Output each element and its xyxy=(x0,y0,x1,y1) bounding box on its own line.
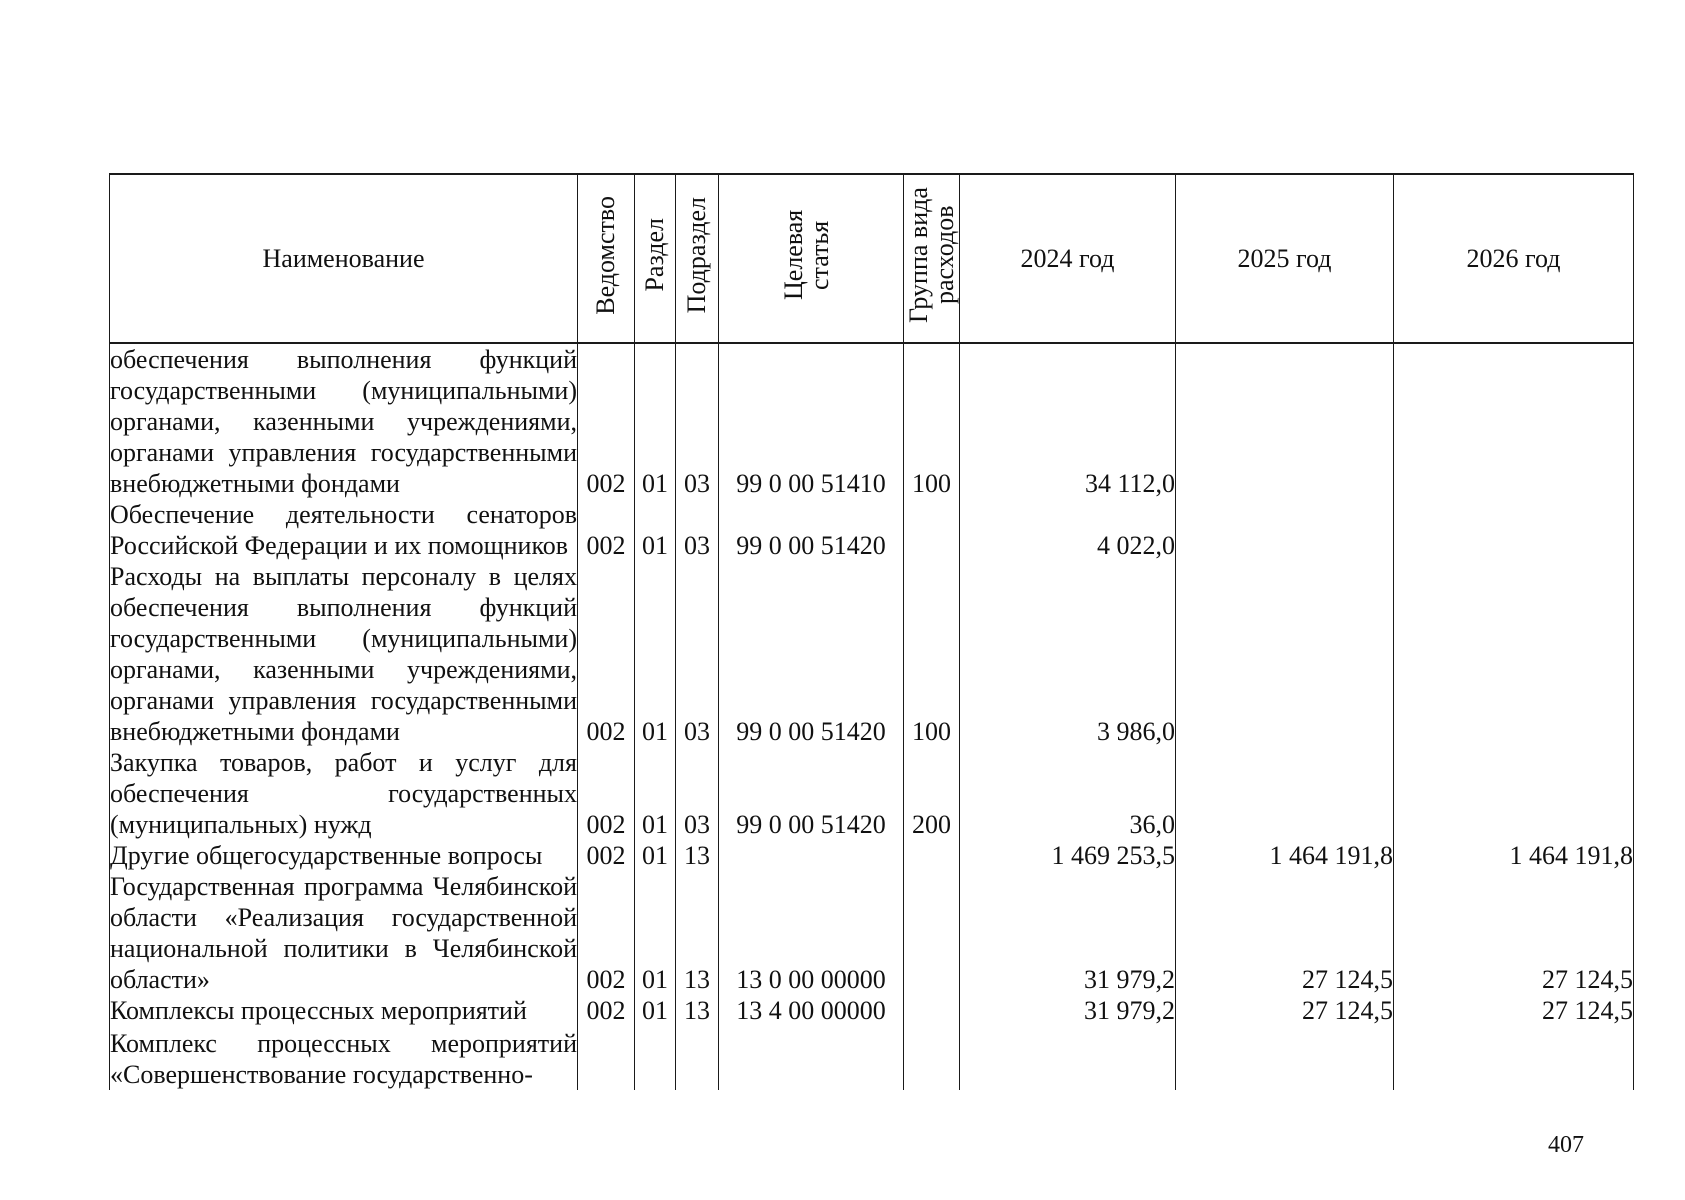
row-target-article: 99 0 00 51410 xyxy=(719,343,904,499)
table-row xyxy=(110,1026,1634,1090)
row-2026 xyxy=(1394,343,1634,499)
header-row xyxy=(110,174,1634,343)
row-podrazdel: 03 xyxy=(676,561,719,747)
row-expense-group: 200 xyxy=(904,747,960,840)
table-row xyxy=(110,747,1634,840)
row-2025 xyxy=(1176,561,1394,747)
row-target-article xyxy=(719,840,904,871)
row-2024: 36,0 xyxy=(960,747,1176,840)
row-2024: 31 979,2 xyxy=(960,995,1176,1026)
table-row xyxy=(110,840,1634,871)
row-target-article: 99 0 00 51420 xyxy=(719,747,904,840)
row-name: Расходы на выплаты персоналу в целях обеспечения выполнения функций государственными (муниципальными) органами, казенными учреждениями, органами управления государственными внебюджетными фондами xyxy=(110,562,577,746)
row-expense-group xyxy=(904,499,960,561)
row-vedomstvo: 002 xyxy=(578,747,635,840)
row-expense-group xyxy=(904,1026,960,1090)
row-2024: 31 979,2 xyxy=(960,871,1176,995)
row-razdel: 01 xyxy=(635,871,676,995)
row-2026 xyxy=(1394,561,1634,747)
header-razdel: Раздел xyxy=(635,174,676,343)
row-2025: 1 464 191,8 xyxy=(1176,840,1394,871)
header-podrazdel: Подраздел xyxy=(676,174,719,343)
row-2026: 27 124,5 xyxy=(1394,995,1634,1026)
table-header xyxy=(110,174,1634,343)
row-expense-group xyxy=(904,995,960,1026)
budget-table xyxy=(109,173,1634,1090)
header-2026: 2026 год xyxy=(1394,174,1634,343)
header-2024: 2024 год xyxy=(960,174,1176,343)
row-razdel: 01 xyxy=(635,840,676,871)
row-razdel: 01 xyxy=(635,995,676,1026)
row-2025 xyxy=(1176,1026,1394,1090)
row-2024 xyxy=(960,1026,1176,1090)
row-2026 xyxy=(1394,1026,1634,1090)
row-razdel: 01 xyxy=(635,561,676,747)
row-expense-group: 100 xyxy=(904,561,960,747)
row-2025: 27 124,5 xyxy=(1176,995,1394,1026)
table-row xyxy=(110,499,1634,561)
table-row xyxy=(110,561,1634,747)
row-vedomstvo: 002 xyxy=(578,871,635,995)
row-vedomstvo: 002 xyxy=(578,995,635,1026)
row-2024: 1 469 253,5 xyxy=(960,840,1176,871)
row-2026: 1 464 191,8 xyxy=(1394,840,1634,871)
row-vedomstvo: 002 xyxy=(578,499,635,561)
row-podrazdel: 03 xyxy=(676,343,719,499)
row-2026: 27 124,5 xyxy=(1394,871,1634,995)
row-podrazdel: 03 xyxy=(676,747,719,840)
row-name: Другие общегосударственные вопросы xyxy=(110,840,578,871)
table-row xyxy=(110,995,1634,1026)
row-razdel: 01 xyxy=(635,747,676,840)
row-2024: 3 986,0 xyxy=(960,561,1176,747)
row-name: Обеспечение деятельности сенаторов Российской Федерации и их помощников xyxy=(110,500,577,560)
header-name: Наименование xyxy=(110,174,578,343)
row-2026 xyxy=(1394,499,1634,561)
row-2024: 34 112,0 xyxy=(960,343,1176,499)
row-expense-group: 100 xyxy=(904,343,960,499)
header-target-article: Целевая статья xyxy=(719,174,904,343)
header-vedomstvo: Ведомство xyxy=(578,174,635,343)
row-vedomstvo: 002 xyxy=(578,840,635,871)
header-expense-group: Группа вида расходов xyxy=(904,174,960,343)
row-razdel xyxy=(635,1026,676,1090)
row-target-article: 13 4 00 00000 xyxy=(719,995,904,1026)
row-2025 xyxy=(1176,499,1394,561)
row-razdel: 01 xyxy=(635,343,676,499)
row-razdel: 01 xyxy=(635,499,676,561)
row-name: обеспечения выполнения функций государственными (муниципальными) органами, казенными учреждениями, органами управления государственными внебюджетными фондами xyxy=(110,345,577,498)
row-2025 xyxy=(1176,747,1394,840)
row-name: Государственная программа Челябинской области «Реализация государственной национальной политики в Челябинской области» xyxy=(110,872,577,994)
row-target-article xyxy=(719,1026,904,1090)
row-expense-group xyxy=(904,871,960,995)
row-expense-group xyxy=(904,840,960,871)
table-row xyxy=(110,871,1634,995)
row-vedomstvo: 002 xyxy=(578,561,635,747)
row-target-article: 13 0 00 00000 xyxy=(719,871,904,995)
row-target-article: 99 0 00 51420 xyxy=(719,561,904,747)
row-2026 xyxy=(1394,747,1634,840)
table-row xyxy=(110,343,1634,499)
row-name: Комплексы процессных мероприятий xyxy=(110,995,578,1026)
header-2025: 2025 год xyxy=(1176,174,1394,343)
row-podrazdel: 03 xyxy=(676,499,719,561)
row-podrazdel: 13 xyxy=(676,995,719,1026)
row-podrazdel: 13 xyxy=(676,840,719,871)
row-podrazdel xyxy=(676,1026,719,1090)
row-2025: 27 124,5 xyxy=(1176,871,1394,995)
row-podrazdel: 13 xyxy=(676,871,719,995)
page-number: 407 xyxy=(1548,1132,1584,1158)
row-target-article: 99 0 00 51420 xyxy=(719,499,904,561)
row-name: Комплекс процессных мероприятий «Совершенствование государственно- xyxy=(110,1026,578,1090)
row-2025 xyxy=(1176,343,1394,499)
row-2024: 4 022,0 xyxy=(960,499,1176,561)
row-name: Закупка товаров, работ и услуг для обеспечения государственных (муниципальных) нужд xyxy=(110,748,577,839)
table-body xyxy=(110,343,1634,1090)
row-vedomstvo xyxy=(578,1026,635,1090)
row-vedomstvo: 002 xyxy=(578,343,635,499)
